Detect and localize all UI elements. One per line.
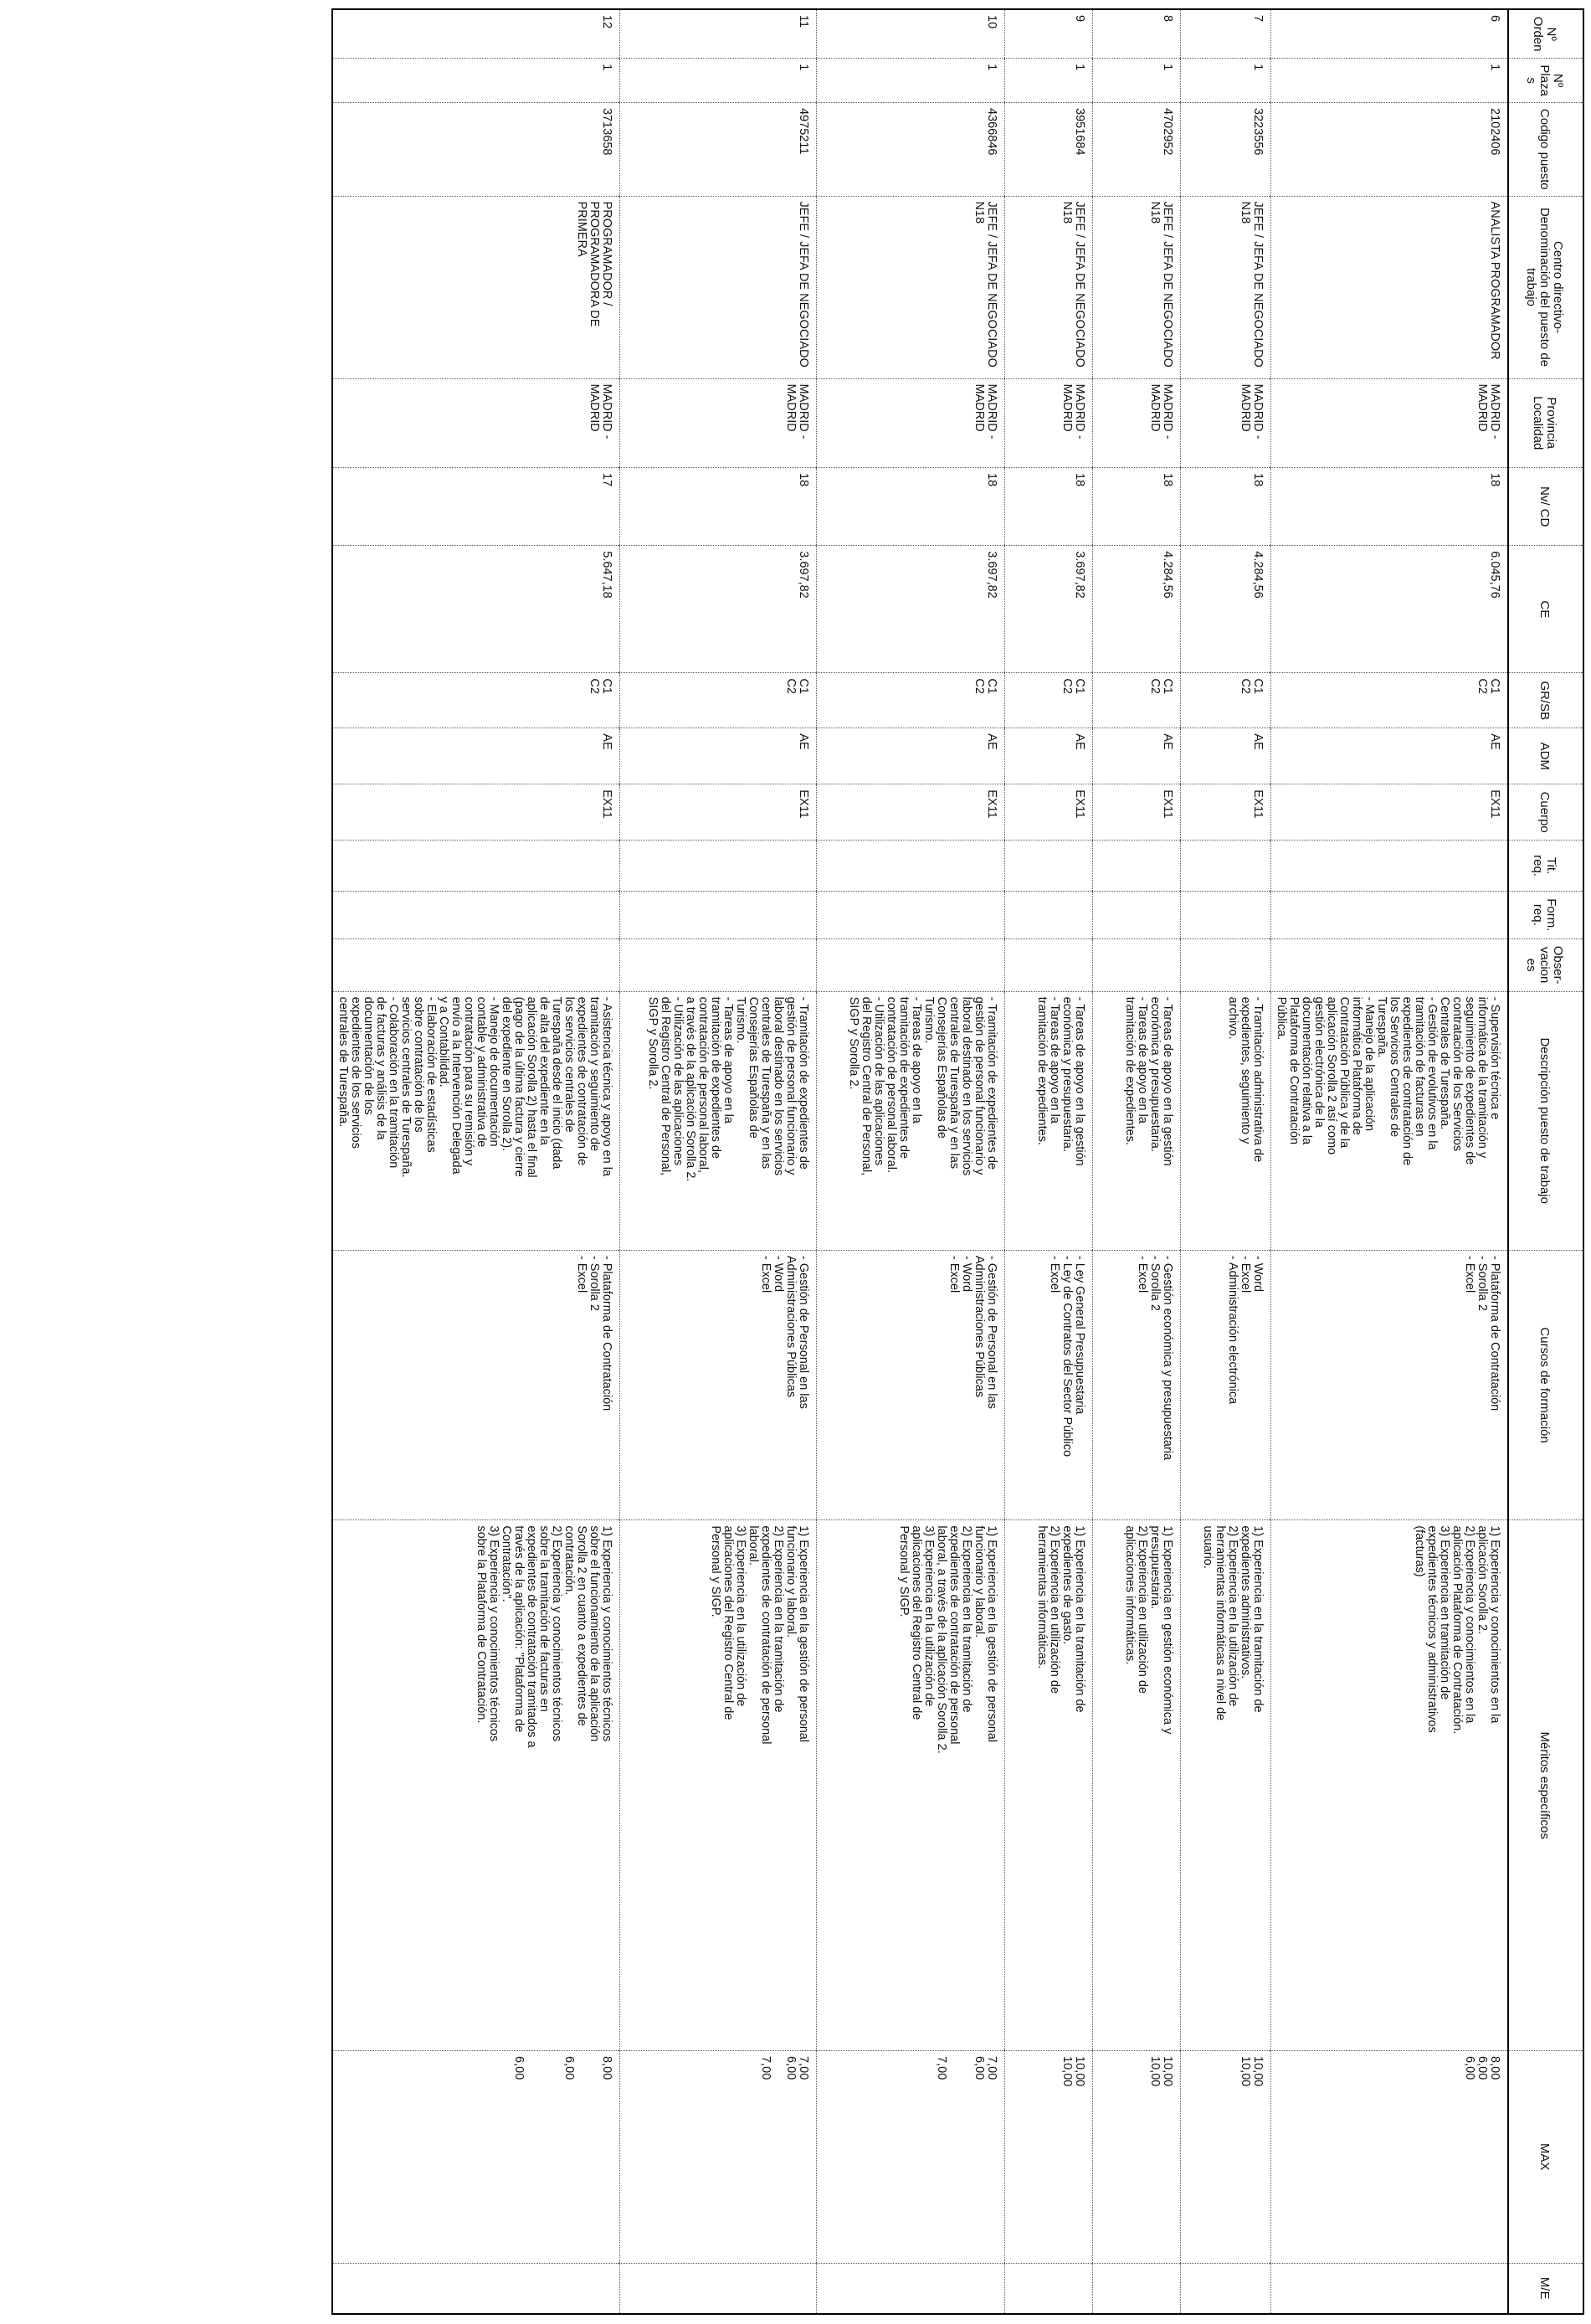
table-row	[1005, 9, 1093, 2314]
cell-ce: 5.647,18	[332, 546, 620, 673]
cell-meritos: 1) Experiencia y conocimientos en la aplicación Sorolla 2. 2) Experiencia y conocimientos en la aplicación Plataforma de Contratación. 3) Experiencia en tramitación de expedientes técnicos y administrativos (facturas)	[1271, 1520, 1509, 2051]
cell-adm: AE	[1005, 728, 1093, 784]
cell-centro: JEFE / JEFA DE NEGOCIADO N18	[817, 196, 1005, 378]
table-row	[817, 9, 1005, 2314]
cell-formacion	[1093, 891, 1181, 938]
cell-cuerpo: EX11	[1005, 784, 1093, 841]
header-descripcion: Descripción puesto de trabajo	[1508, 991, 1583, 1250]
header-centro: Centro directivo- Denominación del puesto de trabajo	[1508, 196, 1583, 378]
cell-cursos: - Word - Excel - Administración electrónica	[1181, 1250, 1271, 1519]
cell-formacion	[620, 891, 817, 938]
cell-plazas: 1	[620, 59, 817, 103]
cell-descripcion: - Tareas de apoyo en la gestión económica y presupuestaria. - Tareas de apoyo en la tramitación de expedientes.	[1005, 991, 1093, 1250]
cell-titulacion	[620, 841, 817, 892]
table-row	[1093, 9, 1181, 2314]
header-plazas: Nº Plazas	[1508, 59, 1583, 103]
header-nivel: Nv/ CD	[1508, 468, 1583, 546]
cell-nivel: 17	[332, 468, 620, 546]
cell-grupo: C1 C2	[817, 673, 1005, 728]
cell-max: 10,00 10,00	[1093, 2051, 1181, 2263]
cell-formacion	[1005, 891, 1093, 938]
cell-nivel: 18	[1093, 468, 1181, 546]
cell-titulacion	[1181, 841, 1271, 892]
cell-plazas: 1	[1005, 59, 1093, 103]
cell-provincia: MADRID - MADRID	[1271, 378, 1509, 467]
cell-me	[1005, 2263, 1093, 2314]
cell-descripcion: - Tramitación de expedientes de gestión de personal funcionario y laboral destinado en los servicios centrales de Turespaña y en las Consejerías Españolas de Turismo. - Tareas de apoyo en la tramitación de expedientes de contratación de personal laboral, a través de la aplicación Sorolla 2. - Utilización de las aplicaciones del Registro Central de Personal, SIGP y Sorolla 2.	[620, 991, 817, 1250]
cell-codigo: 2102406	[1271, 103, 1509, 197]
cell-adm: AE	[1271, 728, 1509, 784]
cell-nivel: 18	[1005, 468, 1093, 546]
cell-meritos: 1) Experiencia y conocimientos técnicos sobre el funcionamiento de la aplicación Sorolla 2 en cuanto a expedientes de contratación. 2) Experiencia y conocimientos técnicos sobre la tramitación de facturas en expedientes de contratación tramitados a través de la aplicación: "Plataforma de Contratación". 3) Experiencia y conocimientos técnicos sobre la Plataforma de Contratación.	[332, 1520, 620, 2051]
header-adm: ADM	[1508, 728, 1583, 784]
header-max: MAX	[1508, 2051, 1583, 2263]
header-grupo: GR/SB	[1508, 673, 1583, 728]
cell-meritos: 1) Experiencia en la gestión de personal funcionario y laboral. 2) Experiencia en la tramitación de expedientes de contratación de personal laboral, a través de la aplicación Sorolla 2. 3) Experiencia en la utilización de aplicaciones del Registro Central de Personal y SIGP.	[817, 1520, 1005, 2051]
table-row	[1181, 9, 1271, 2314]
cell-observaciones	[1005, 938, 1093, 991]
cell-adm: AE	[817, 728, 1005, 784]
table-row	[332, 9, 620, 2314]
cell-titulacion	[1005, 841, 1093, 892]
cell-centro: JEFE / JEFA DE NEGOCIADO	[620, 196, 817, 378]
cell-formacion	[1181, 891, 1271, 938]
cell-titulacion	[332, 841, 620, 892]
cell-formacion	[332, 891, 620, 938]
cell-nivel: 18	[620, 468, 817, 546]
header-ce: CE	[1508, 546, 1583, 673]
cell-grupo: C1 C2	[620, 673, 817, 728]
cell-observaciones	[1093, 938, 1181, 991]
cell-plazas: 1	[817, 59, 1005, 103]
cell-max: 7,00 6,00 7,00	[817, 2051, 1005, 2263]
cell-max: 7,00 6,00 7,00	[620, 2051, 817, 2263]
cell-observaciones	[332, 938, 620, 991]
header-meritos: Méritos específicos	[1508, 1520, 1583, 2051]
cell-descripcion: - Asistencia técnica y apoyo en la tramitación y seguimiento de expedientes de contratación de los servicios centrales de Turespaña desde el inicio (dada de alta del expediente en la aplicación Sorolla 2) hasta el final (pago de la última factura y cierre del expediente en Sorolla 2). - Manejo de documentación contable y administrativa de contratación para su remisión y envío a la Intervención Delegada y a Contabilidad. - Elaboración de estadísticas sobre contratación de los servicios centrales de Turespaña. - Colaboración en la tramitación de facturas y análisis de la documentación de los expedientes de los servicios centrales de Turespaña.	[332, 991, 620, 1250]
cell-formacion	[1271, 891, 1509, 938]
cell-max: 8,00 6,00 6,00	[332, 2051, 620, 2263]
cell-meritos: 1) Experiencia en la gestión de personal funcionario y laboral. 2) Experiencia en la tramitación de expedientes de contratación de personal laboral. 3) Experiencia en la utilización de aplicaciones del Registro Central de Personal y SIGP.	[620, 1520, 817, 2051]
table-row	[620, 9, 817, 2314]
cell-descripcion: - Tareas de apoyo en la gestión económica y presupuestaria. - Tareas de apoyo en la tramitación de expedientes.	[1093, 991, 1181, 1250]
cell-ce: 4.284,56	[1181, 546, 1271, 673]
cell-grupo: C1 C2	[332, 673, 620, 728]
cell-orden: 10	[817, 9, 1005, 59]
cell-centro: JEFE / JEFA DE NEGOCIADO N18	[1005, 196, 1093, 378]
cell-centro: PROGRAMADOR / PROGRAMADORA DE PRIMERA	[332, 196, 620, 378]
cell-orden: 9	[1005, 9, 1093, 59]
cell-grupo: C1 C2	[1271, 673, 1509, 728]
cell-plazas: 1	[332, 59, 620, 103]
header-orden: Nº Orden	[1508, 9, 1583, 59]
cell-observaciones	[817, 938, 1005, 991]
cell-nivel: 18	[1271, 468, 1509, 546]
cell-max: 10,00 10,00	[1181, 2051, 1271, 2263]
cell-me	[817, 2263, 1005, 2314]
cell-orden: 12	[332, 9, 620, 59]
cell-orden: 6	[1271, 9, 1509, 59]
cell-titulacion	[817, 841, 1005, 892]
cell-cursos: - Gestión económica y presupuestaria - Sorolla 2 - Excel	[1093, 1250, 1181, 1519]
cell-adm: AE	[620, 728, 817, 784]
cell-codigo: 4975211	[620, 103, 817, 197]
cell-adm: AE	[1093, 728, 1181, 784]
cell-ce: 3.697,82	[620, 546, 817, 673]
cell-provincia: MADRID - MADRID	[620, 378, 817, 467]
cell-provincia: MADRID - MADRID	[1005, 378, 1093, 467]
cell-observaciones	[620, 938, 817, 991]
cell-nivel: 18	[1181, 468, 1271, 546]
cell-cursos: - Ley General Presupuestaria - Ley de Contratos del Sector Público - Excel	[1005, 1250, 1093, 1519]
cell-ce: 3.697,82	[1005, 546, 1093, 673]
cell-max: 8,00 6,00 6,00	[1271, 2051, 1509, 2263]
cell-ce: 6.045,76	[1271, 546, 1509, 673]
cell-cuerpo: EX11	[620, 784, 817, 841]
cell-cuerpo: EX11	[817, 784, 1005, 841]
cell-ce: 4.284,56	[1093, 546, 1181, 673]
header-row	[1508, 9, 1583, 2314]
cell-me	[620, 2263, 817, 2314]
cell-orden: 8	[1093, 9, 1181, 59]
header-provincia: Provincia Localidad	[1508, 378, 1583, 467]
cell-titulacion	[1271, 841, 1509, 892]
cell-provincia: MADRID - MADRID	[1093, 378, 1181, 467]
cell-cursos: - Gestión de Personal en las Administraciones Públicas - Word - Excel	[817, 1250, 1005, 1519]
cell-nivel: 18	[817, 468, 1005, 546]
cell-formacion	[817, 891, 1005, 938]
cell-cursos: - Plataforma de Contratación - Sorolla 2 - Excel	[332, 1250, 620, 1519]
cell-plazas: 1	[1093, 59, 1181, 103]
cell-provincia: MADRID - MADRID	[332, 378, 620, 467]
cell-centro: ANALISTA PROGRAMADOR	[1271, 196, 1509, 378]
cell-codigo: 3223556	[1181, 103, 1271, 197]
cell-cuerpo: EX11	[332, 784, 620, 841]
cell-codigo: 4702952	[1093, 103, 1181, 197]
cell-ce: 3.697,82	[817, 546, 1005, 673]
header-cuerpo: Cuerpo	[1508, 784, 1583, 841]
cell-codigo: 4366846	[817, 103, 1005, 197]
cell-max: 10,00 10,00	[1005, 2051, 1093, 2263]
cell-me	[1181, 2263, 1271, 2314]
cell-cursos: - Gestión de Personal en las Administraciones Públicas - Word - Excel	[620, 1250, 817, 1519]
cell-codigo: 3951684	[1005, 103, 1093, 197]
cell-descripcion: - Supervisión técnica e informática de la tramitación y seguimiento de expedientes de contratación de los Servicios Centrales de Turespaña. - Gestión de evolutivos en la tramitación de facturas en expedientes de contratación de los Servicios Centrales de Turespaña. - Manejo de la aplicación informática Plataforma de Contratación Pública y de la aplicación Sorolla 2 así como gestión electrónica de la documentación relativa a la Plataforma de Contratación Pública.	[1271, 991, 1509, 1250]
cell-me	[1271, 2263, 1509, 2314]
cell-orden: 7	[1181, 9, 1271, 59]
cell-observaciones	[1181, 938, 1271, 991]
cell-descripcion: - Tramitación de expedientes de gestión de personal funcionario y laboral destinado en los servicios centrales de Turespaña y en las Consejerías Españolas de Turismo. - Tareas de apoyo en la tramitación de expedientes de contratación de personal laboral. - Utilización de las aplicaciones del Registro Central de Personal, SIGP y Sorolla 2.	[817, 991, 1005, 1250]
cell-cuerpo: EX11	[1181, 784, 1271, 841]
cell-meritos: 1) Experiencia en gestión económica y presupuestaria. 2) Experiencia en utilización de aplicaciones informáticas.	[1093, 1520, 1181, 2051]
table-row	[1271, 9, 1509, 2314]
cell-orden: 11	[620, 9, 817, 59]
header-formacion: Form. req.	[1508, 891, 1583, 938]
cell-provincia: MADRID - MADRID	[1181, 378, 1271, 467]
cell-cursos: - Plataforma de Contratación - Sorolla 2 - Excel	[1271, 1250, 1509, 1519]
cell-cuerpo: EX11	[1093, 784, 1181, 841]
cell-centro: JEFE / JEFA DE NEGOCIADO N18	[1181, 196, 1271, 378]
header-me: M/E	[1508, 2263, 1583, 2314]
header-cursos: Cursos de formación	[1508, 1250, 1583, 1519]
cell-grupo: C1 C2	[1093, 673, 1181, 728]
cell-observaciones	[1271, 938, 1509, 991]
cell-me	[1093, 2263, 1181, 2314]
cell-plazas: 1	[1271, 59, 1509, 103]
cell-centro: JEFE / JEFA DE NEGOCIADO N18	[1093, 196, 1181, 378]
job-positions-table	[331, 8, 1584, 2315]
cell-titulacion	[1093, 841, 1181, 892]
cell-cuerpo: EX11	[1271, 784, 1509, 841]
cell-meritos: 1) Experiencia en la tramitación de expedientes de gasto. 2) Experiencia en utilización de herramientas informáticas.	[1005, 1520, 1093, 2051]
header-observaciones: Obser- vaciones	[1508, 938, 1583, 991]
cell-descripcion: - Tramitación administrativa de expedientes, seguimiento y archivo.	[1181, 991, 1271, 1250]
cell-provincia: MADRID - MADRID	[817, 378, 1005, 467]
cell-grupo: C1 C2	[1181, 673, 1271, 728]
cell-adm: AE	[1181, 728, 1271, 784]
header-titulacion: Tit. req.	[1508, 841, 1583, 892]
cell-meritos: 1) Experiencia en la tramitación de expedientes administrativos. 2) Experiencia en la utilización de herramientas informáticas a nivel de usuario.	[1181, 1520, 1271, 2051]
cell-adm: AE	[332, 728, 620, 784]
cell-codigo: 3713658	[332, 103, 620, 197]
header-codigo: Codigo puesto	[1508, 103, 1583, 197]
cell-me	[332, 2263, 620, 2314]
cell-grupo: C1 C2	[1005, 673, 1093, 728]
cell-plazas: 1	[1181, 59, 1271, 103]
